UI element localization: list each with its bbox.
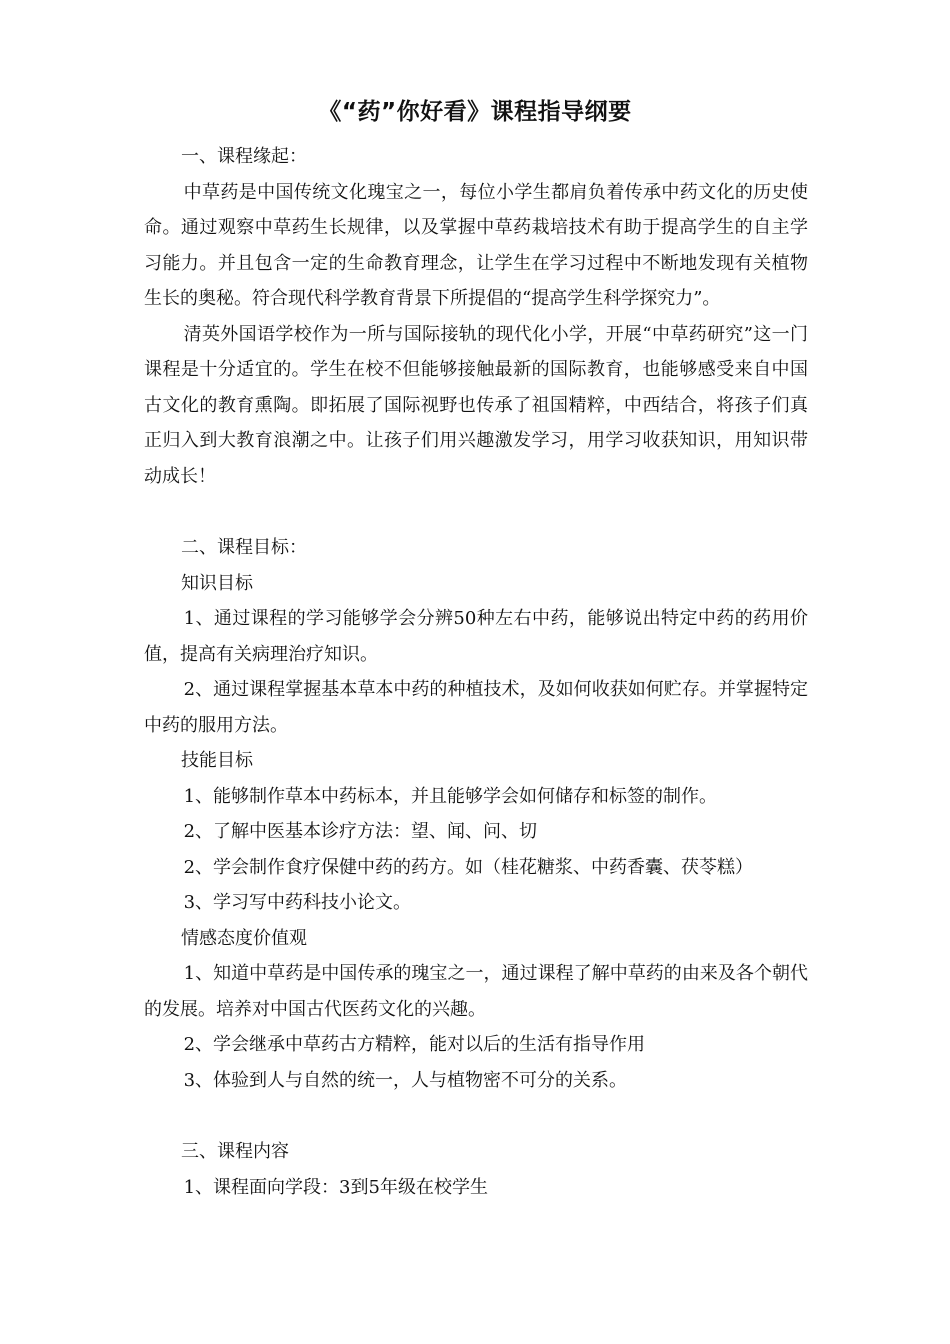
document-title: 《“药”你好看》课程指导纲要: [318, 99, 632, 125]
section1-heading: 一、课程缘起：: [181, 146, 307, 167]
skill-goal-item: 2、学会制作食疗保健中药的药方。如（桂花糖浆、中药香囊、茯苓糕）: [183, 856, 754, 878]
knowledge-goal-item: 1、通过课程的学习能够学会分辨50种左右中药，能够说出特定中药的药用价值，提高有关病理治疗知识。: [144, 608, 808, 665]
section2-heading: 二、课程目标：: [181, 537, 307, 558]
skill-goal-item: 1、能够制作草本中药标本，并且能够学会如何储存和标签的制作。: [183, 785, 718, 807]
course-content-item: 1、课程面向学段：3到5年级在校学生: [183, 1176, 488, 1198]
skill-goal-item: 3、学习写中药科技小论文。: [183, 892, 412, 913]
section3-heading: 三、课程内容: [181, 1141, 289, 1162]
skill-goal-item: 2、了解中医基本诊疗方法：望、闻、问、切: [183, 821, 538, 842]
skill-goals-heading: 技能目标: [181, 750, 253, 771]
emotion-goals-heading: 情感态度价值观: [181, 927, 307, 949]
blank-line: [144, 494, 808, 530]
section1-paragraph: 清英外国语学校作为一所与国际接轨的现代化小学，开展“中草药研究”这一门课程是十分适宜的。学生在校不但能够接触最新的国际教育，也能够感受来自中国古文化的教育熏陶。即拓展了国际视野也传承了祖国精粹，中西结合，将孩子们真正归入到大教育浪潮之中。让孩子们用兴趣激发学习，用学习收获知识，用知识带动成长！: [144, 323, 808, 487]
emotion-goal-item: 3、体验到人与自然的统一，人与植物密不可分的关系。: [183, 1069, 628, 1091]
emotion-goal-item: 2、学会继承中草药古方精粹，能对以后的生活有指导作用: [183, 1034, 646, 1055]
section1-paragraph: 中草药是中国传统文化瑰宝之一，每位小学生都肩负着传承中药文化的历史使命。通过观察中草药生长规律，以及掌握中草药栽培技术有助于提高学生的自主学习能力。并且包含一定的生命教育理念，让学生在学习过程中不断地发现有关植物生长的奥秘。符合现代科学教育背景下所提倡的“提高学生科学探究力”。: [144, 181, 808, 309]
blank-line: [144, 1098, 808, 1134]
knowledge-goals-heading: 知识目标: [181, 572, 253, 594]
emotion-goal-item: 1、知道中草药是中国传承的瑰宝之一，通过课程了解中草药的由来及各个朝代的发展。培养对中国古代医药文化的兴趣。: [144, 963, 808, 1020]
document-body: [144, 139, 808, 1205]
knowledge-goal-item: 2、通过课程掌握基本草本中药的种植技术，及如何收获如何贮存。并掌握特定中药的服用方法。: [144, 679, 808, 736]
